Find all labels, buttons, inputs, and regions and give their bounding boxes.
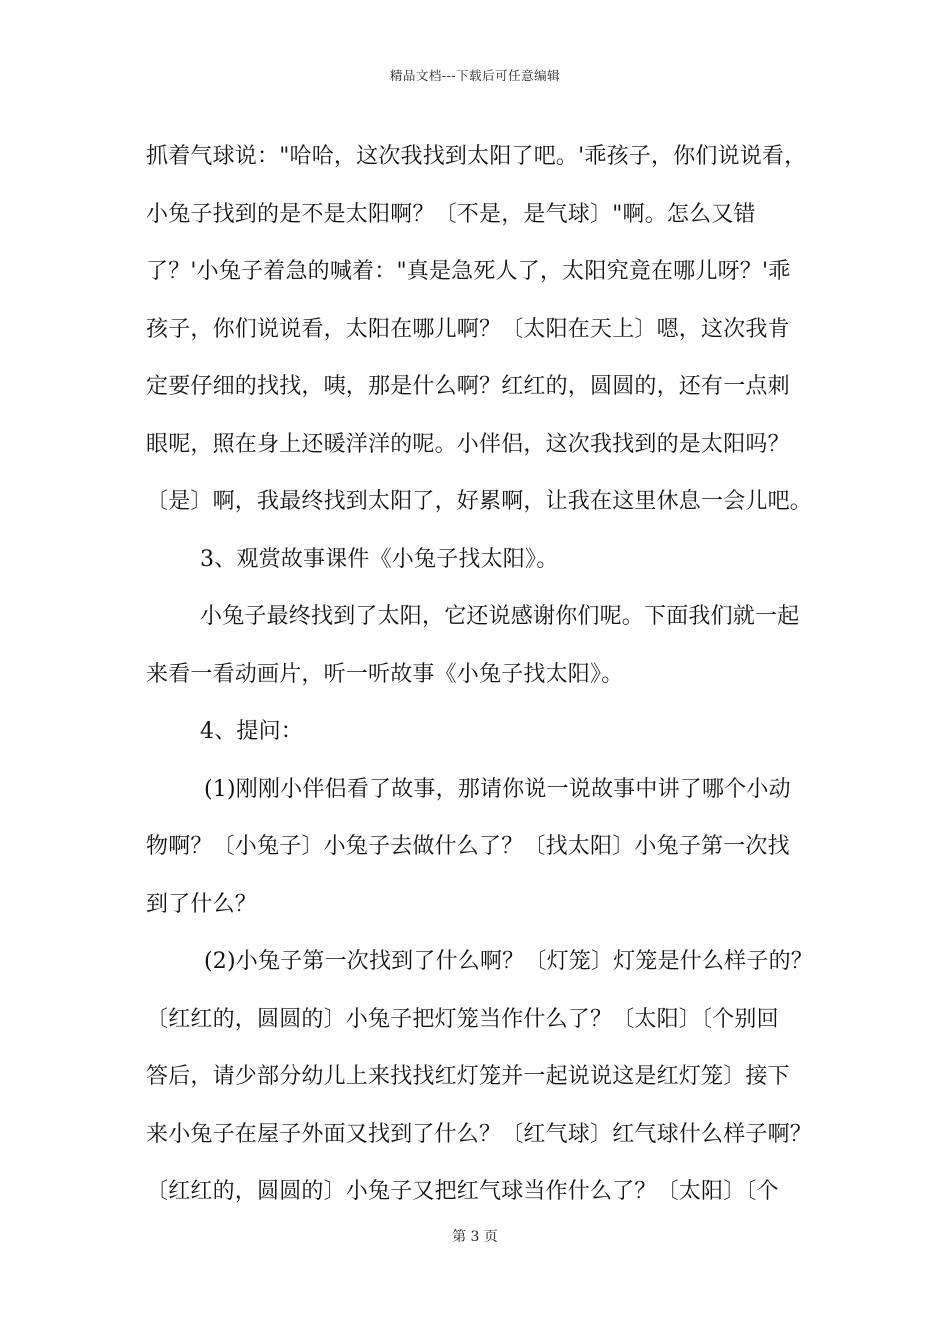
section-heading: 3、观赏故事课件《小兔子找太阳》。 bbox=[200, 546, 559, 572]
text-line: 答后，请少部分幼儿上来找找红灯笼并一起说说这是红灯笼〕接下 bbox=[146, 1064, 790, 1089]
text-line: 来看一看动画片，听一听故事《小兔子找太阳》。 bbox=[146, 661, 624, 687]
text-line: 小兔子找到的是不是太阳啊？〔不是，是气球〕"啊。怎么又错 bbox=[146, 201, 756, 227]
page-number: 第 3 页 bbox=[452, 1229, 498, 1245]
text-line: 小兔子最终找到了太阳，它还说感谢你们呢。下面我们就一起 bbox=[200, 604, 800, 629]
text-line: (2)小兔子第一次找到了什么啊？〔灯笼〕灯笼是什么样子的？ bbox=[204, 949, 813, 974]
document-body bbox=[146, 128, 834, 1221]
text-line: 眼呢，照在身上还暖洋洋的呢。小伴侣，这次我找到的是太阳吗？ bbox=[146, 431, 790, 457]
page-header: 精品文档---下载后可任意编辑 bbox=[389, 68, 561, 83]
text-line: 物啊？〔小兔子〕小兔子去做什么了？〔找太阳〕小兔子第一次找 bbox=[146, 834, 790, 859]
text-line: 〔红红的，圆圆的〕小兔子又把红气球当作什么了？〔太阳〕〔个 bbox=[146, 1179, 779, 1204]
text-line: 抓着气球说："哈哈，这次我找到太阳了吧。'乖孩子，你们说说看， bbox=[146, 144, 807, 169]
text-line: 定要仔细的找找，咦，那是什么啊？红红的，圆圆的，还有一点刺 bbox=[146, 374, 790, 399]
text-line: 〔红红的，圆圆的〕小兔子把灯笼当作什么了？〔太阳〕〔个别回 bbox=[146, 1006, 779, 1032]
text-line: 孩子，你们说说看，太阳在哪儿啊？〔太阳在天上〕嗯，这次我肯 bbox=[146, 316, 790, 342]
text-line: (1)刚刚小伴侣看了故事，那请你说一说故事中讲了哪个小动 bbox=[204, 776, 791, 802]
text-line: 〔是〕啊，我最终找到太阳了，好累啊，让我在这里休息一会儿吧。 bbox=[146, 489, 813, 514]
text-line: 来小兔子在屋子外面又找到了什么？〔红气球〕红气球什么样子啊？ bbox=[146, 1121, 813, 1147]
section-heading: 4、提问： bbox=[200, 719, 303, 744]
text-line: 了？'小兔子着急的喊着："真是急死人了，太阳究竟在哪儿呀？'乖 bbox=[146, 259, 791, 284]
text-line: 到了什么？ bbox=[146, 891, 258, 917]
